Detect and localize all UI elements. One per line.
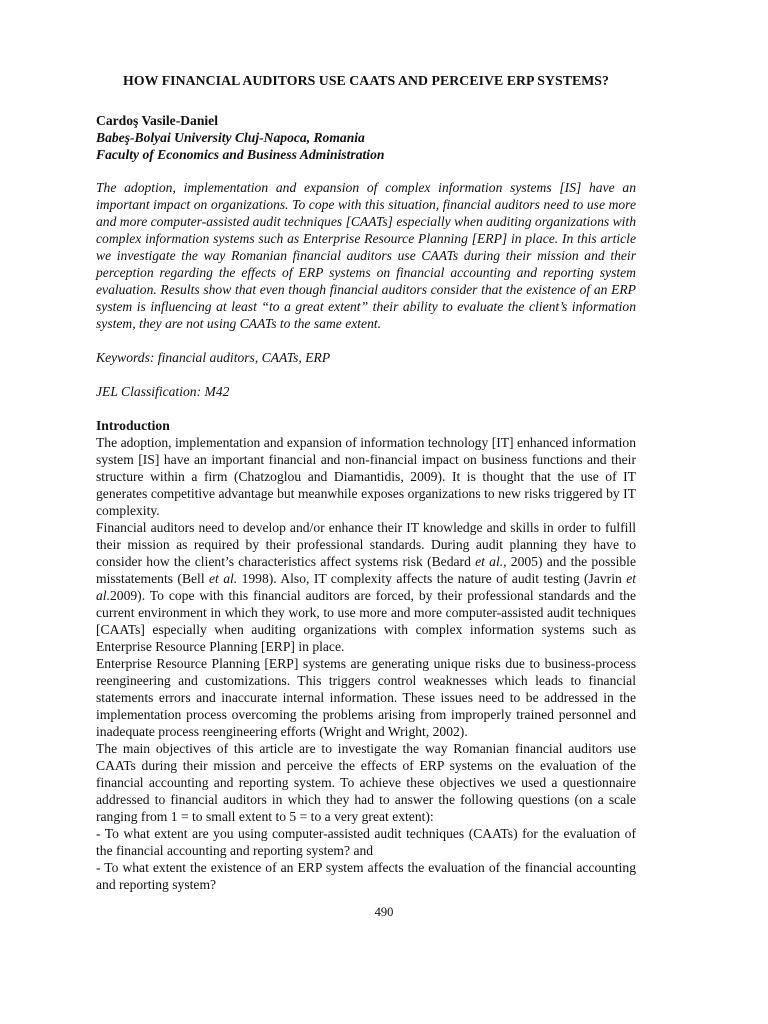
author-faculty: Faculty of Economics and Business Administration: [96, 147, 385, 162]
author-name: Cardoş Vasile-Daniel: [96, 113, 218, 128]
text-run: Financial auditors need to develop and/or enhance their IT knowledge and skills in order to fulfill their mission as required by their professional standards. During audit planning they have to consider how the client’s characteristics affect systems risk (Bedard: [96, 520, 636, 569]
italic-run: et al.: [96, 571, 636, 603]
intro-paragraph-2: [96, 519, 636, 655]
jel-classification: JEL Classification: M42: [96, 384, 230, 399]
italic-run: et al.,: [475, 554, 507, 569]
question-2: - To what extent the existence of an ERP system affects the evaluation of the financial accounting and reporting system?: [96, 860, 636, 892]
paper-title: HOW FINANCIAL AUDITORS USE CAATS AND PERCEIVE ERP SYSTEMS?: [123, 73, 609, 88]
question-1: - To what extent are you using computer-assisted audit techniques (CAATs) for the evaluation of the financial accounting and reporting system? and: [96, 826, 636, 858]
section-heading-introduction: Introduction: [96, 418, 170, 433]
italic-run: et al.: [209, 571, 238, 586]
author-block: [96, 112, 636, 163]
document-page: [96, 72, 636, 893]
keywords: Keywords: financial auditors, CAATs, ERP: [96, 350, 331, 365]
intro-paragraph-3: Enterprise Resource Planning [ERP] systems are generating unique risks due to business-process reengineering and customizations. This triggers control weaknesses which leads to financial statements errors and inaccurate internal information. These issues need to be addressed in the implementation process overcoming the problems arising from improperly trained personnel and inadequate process reengineering efforts (Wright and Wright, 2002).: [96, 656, 636, 739]
author-university: Babeş-Bolyai University Cluj-Napoca, Romania: [96, 130, 365, 145]
text-run: 1998). Also, IT complexity affects the nature of audit testing (Javrin: [237, 571, 627, 586]
intro-paragraph-1: The adoption, implementation and expansion of information technology [IT] enhanced information system [IS] have an important financial and non-financial impact on business functions and their structure within a firm (Chatzoglou and Diamantidis, 2009). It is thought that the use of IT generates competitive advantage but meanwhile exposes organizations to new risks triggered by IT complexity.: [96, 435, 636, 518]
intro-paragraph-4: The main objectives of this article are to investigate the way Romanian financial auditors use CAATs during their mission and perceive the effects of ERP systems on the evaluation of the financial accounting and reporting system. To achieve these objectives we used a questionnaire addressed to financial auditors in which they had to answer the following questions (on a scale ranging from 1 = to small extent to 5 = to a very great extent):: [96, 741, 636, 824]
abstract: The adoption, implementation and expansion of complex information systems [IS] have an important impact on organizations. To cope with this situation, financial auditors need to use more and more computer-assisted audit techniques [CAATs] especially when auditing organizations with complex information systems such as Enterprise Resource Planning [ERP] in place. In this article we investigate the way Romanian financial auditors use CAATs during their mission and their perception regarding the effects of ERP systems on financial accounting and reporting system evaluation. Results show that even though financial auditors consider that the existence of an ERP system is influencing at least “to a great extent” their ability to evaluate the client’s information system, they are not using CAATs to the same extent.: [96, 180, 636, 331]
text-run: 2009). To cope with this financial auditors are forced, by their professional standards and the current environment in which they work, to use more and more computer-assisted audit techniques [CAATs] especially when auditing organizations with complex information systems such as Enterprise Resource Planning [ERP] in place.: [96, 588, 636, 654]
text-run: 2005) and the possible misstatements (Bell: [96, 554, 636, 586]
page-number: 490: [374, 905, 394, 919]
